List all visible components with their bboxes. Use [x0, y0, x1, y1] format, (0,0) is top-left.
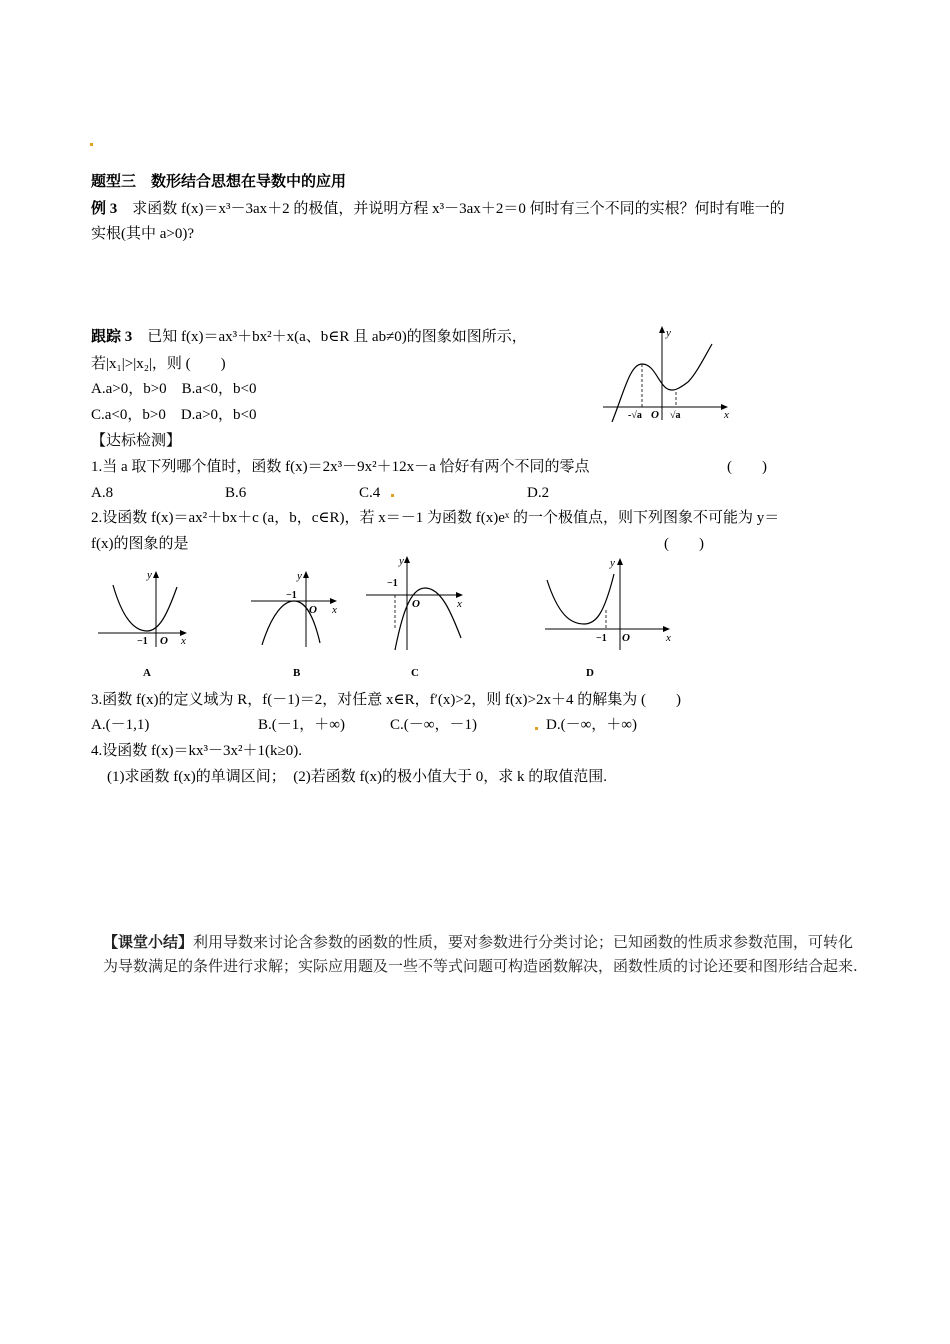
q4-subquestions: (1)求函数 f(x)的单调区间； (2)若函数 f(x)的极小值大于 0，求 k 的取值范围. [107, 769, 607, 785]
trace3-graph-x-label: x [724, 409, 729, 421]
q2-graph-d-y: y [610, 557, 615, 569]
q2-graph-b-mark: −1 [286, 590, 297, 601]
q2-graph-c-caption: C [411, 667, 419, 679]
q3-text: 3.函数 f(x)的定义域为 R，f(－1)＝2，对任意 x∈R，f′(x)>2，则 f(x)>2x＋4 的解集为 ( ) [91, 692, 681, 708]
trace3-line1 [91, 327, 527, 347]
summary-text: 利用导数来讨论含参数的函数的性质，要对参数进行分类讨论；已知函数的性质求参数范围，可转化为导数满足的条件进行求解；实际应用题及一些不等式问题可构造函数解决，函数性质的讨论还要和图形结合起来. [103, 933, 858, 975]
trace3-text: 已知 f(x)＝ax³＋bx²＋x(a、b∈R 且 ab≠0)的图象如图所示， [132, 329, 527, 345]
q3-option-b: B.(－1，＋∞) [258, 717, 345, 733]
q2-line2: f(x)的图象的是 [91, 536, 189, 552]
q4-text: 4.设函数 f(x)＝kx³－3x²＋1(k≥0). [91, 743, 302, 759]
q2-graph-b-x: x [332, 604, 337, 616]
q3-option-c: C.(－∞，－1) [390, 717, 477, 733]
decorative-dot [535, 727, 538, 730]
q2-graph-a-mark: −1 [137, 636, 148, 647]
example3-label: 例 3 [91, 201, 118, 217]
check-heading: 【达标检测】 [91, 433, 182, 449]
q2-graph-d-origin: O [622, 632, 630, 644]
trace3-graph-origin: O [651, 409, 659, 421]
decorative-dot [90, 143, 93, 146]
trace3-graph-pos-root: √a [670, 410, 681, 421]
q1-paren: ( ) [727, 459, 767, 475]
trace3-graph-neg-root: -√a [628, 410, 642, 421]
q2-paren: ( ) [664, 536, 704, 552]
trace3-options-cd: C.a<0，b>0 D.a>0，b<0 [91, 407, 257, 423]
section-title: 题型三 数形结合思想在导数中的应用 [91, 174, 347, 190]
q2-graph-c-y: y [399, 555, 404, 567]
q1-option-b: B.6 [225, 485, 247, 501]
q2-line1: 2.设函数 f(x)＝ax²＋bx＋c (a，b，c∈R)，若 x＝－1 为函数 f(x)eˣ 的一个极值点，则下列图象不可能为 y＝ [91, 510, 780, 526]
trace3-line2: 若|x₁|>|x₂|，则 ( ) [91, 356, 226, 372]
trace3-label: 跟踪 3 [91, 329, 133, 345]
q2-graph-a-caption: A [143, 667, 151, 679]
trace3-options-ab: A.a>0，b>0 B.a<0，b<0 [91, 381, 257, 397]
q2-graph-a-origin: O [160, 635, 168, 647]
q2-graph-a-y: y [147, 569, 152, 581]
lesson-summary [103, 930, 863, 978]
example3-line1 [91, 199, 785, 219]
q2-graph-a-x: x [181, 635, 186, 647]
q2-graph-d-x: x [666, 632, 671, 644]
q2-graph-c-x: x [457, 598, 462, 610]
q3-option-a: A.(－1,1) [91, 717, 150, 733]
q1-option-c: C.4 [359, 485, 381, 501]
q2-graph-d [542, 552, 677, 652]
decorative-dot [391, 494, 394, 497]
q1-option-d: D.2 [527, 485, 550, 501]
q2-graph-c-origin: O [412, 598, 420, 610]
q2-graph-a [95, 565, 195, 650]
q2-graph-b-origin: O [309, 604, 317, 616]
q1-option-a: A.8 [91, 485, 114, 501]
q1-text: 1.当 a 取下列哪个值时，函数 f(x)＝2x³－9x²＋12x－a 恰好有两个不同的零点 [91, 459, 590, 475]
q2-graph-d-caption: D [586, 667, 594, 679]
q2-graph-b-caption: B [293, 667, 301, 679]
summary-label: 【课堂小结】 [103, 933, 194, 951]
q2-graph-c [363, 550, 473, 655]
example3-line2: 实根(其中 a>0)? [91, 226, 195, 242]
trace3-graph-y-label: y [666, 327, 671, 339]
q3-option-d: D.(－∞，＋∞) [546, 717, 637, 733]
q2-graph-b [248, 565, 348, 650]
q2-graph-d-mark: −1 [596, 633, 607, 644]
example3-text: 求函数 f(x)＝x³－3ax＋2 的极值，并说明方程 x³－3ax＋2＝0 何时有三个不同的实根？何时有唯一的 [117, 201, 785, 217]
q2-graph-c-mark: −1 [387, 578, 398, 589]
trace3-cubic-graph [600, 322, 740, 422]
q2-graph-b-y: y [297, 570, 302, 582]
